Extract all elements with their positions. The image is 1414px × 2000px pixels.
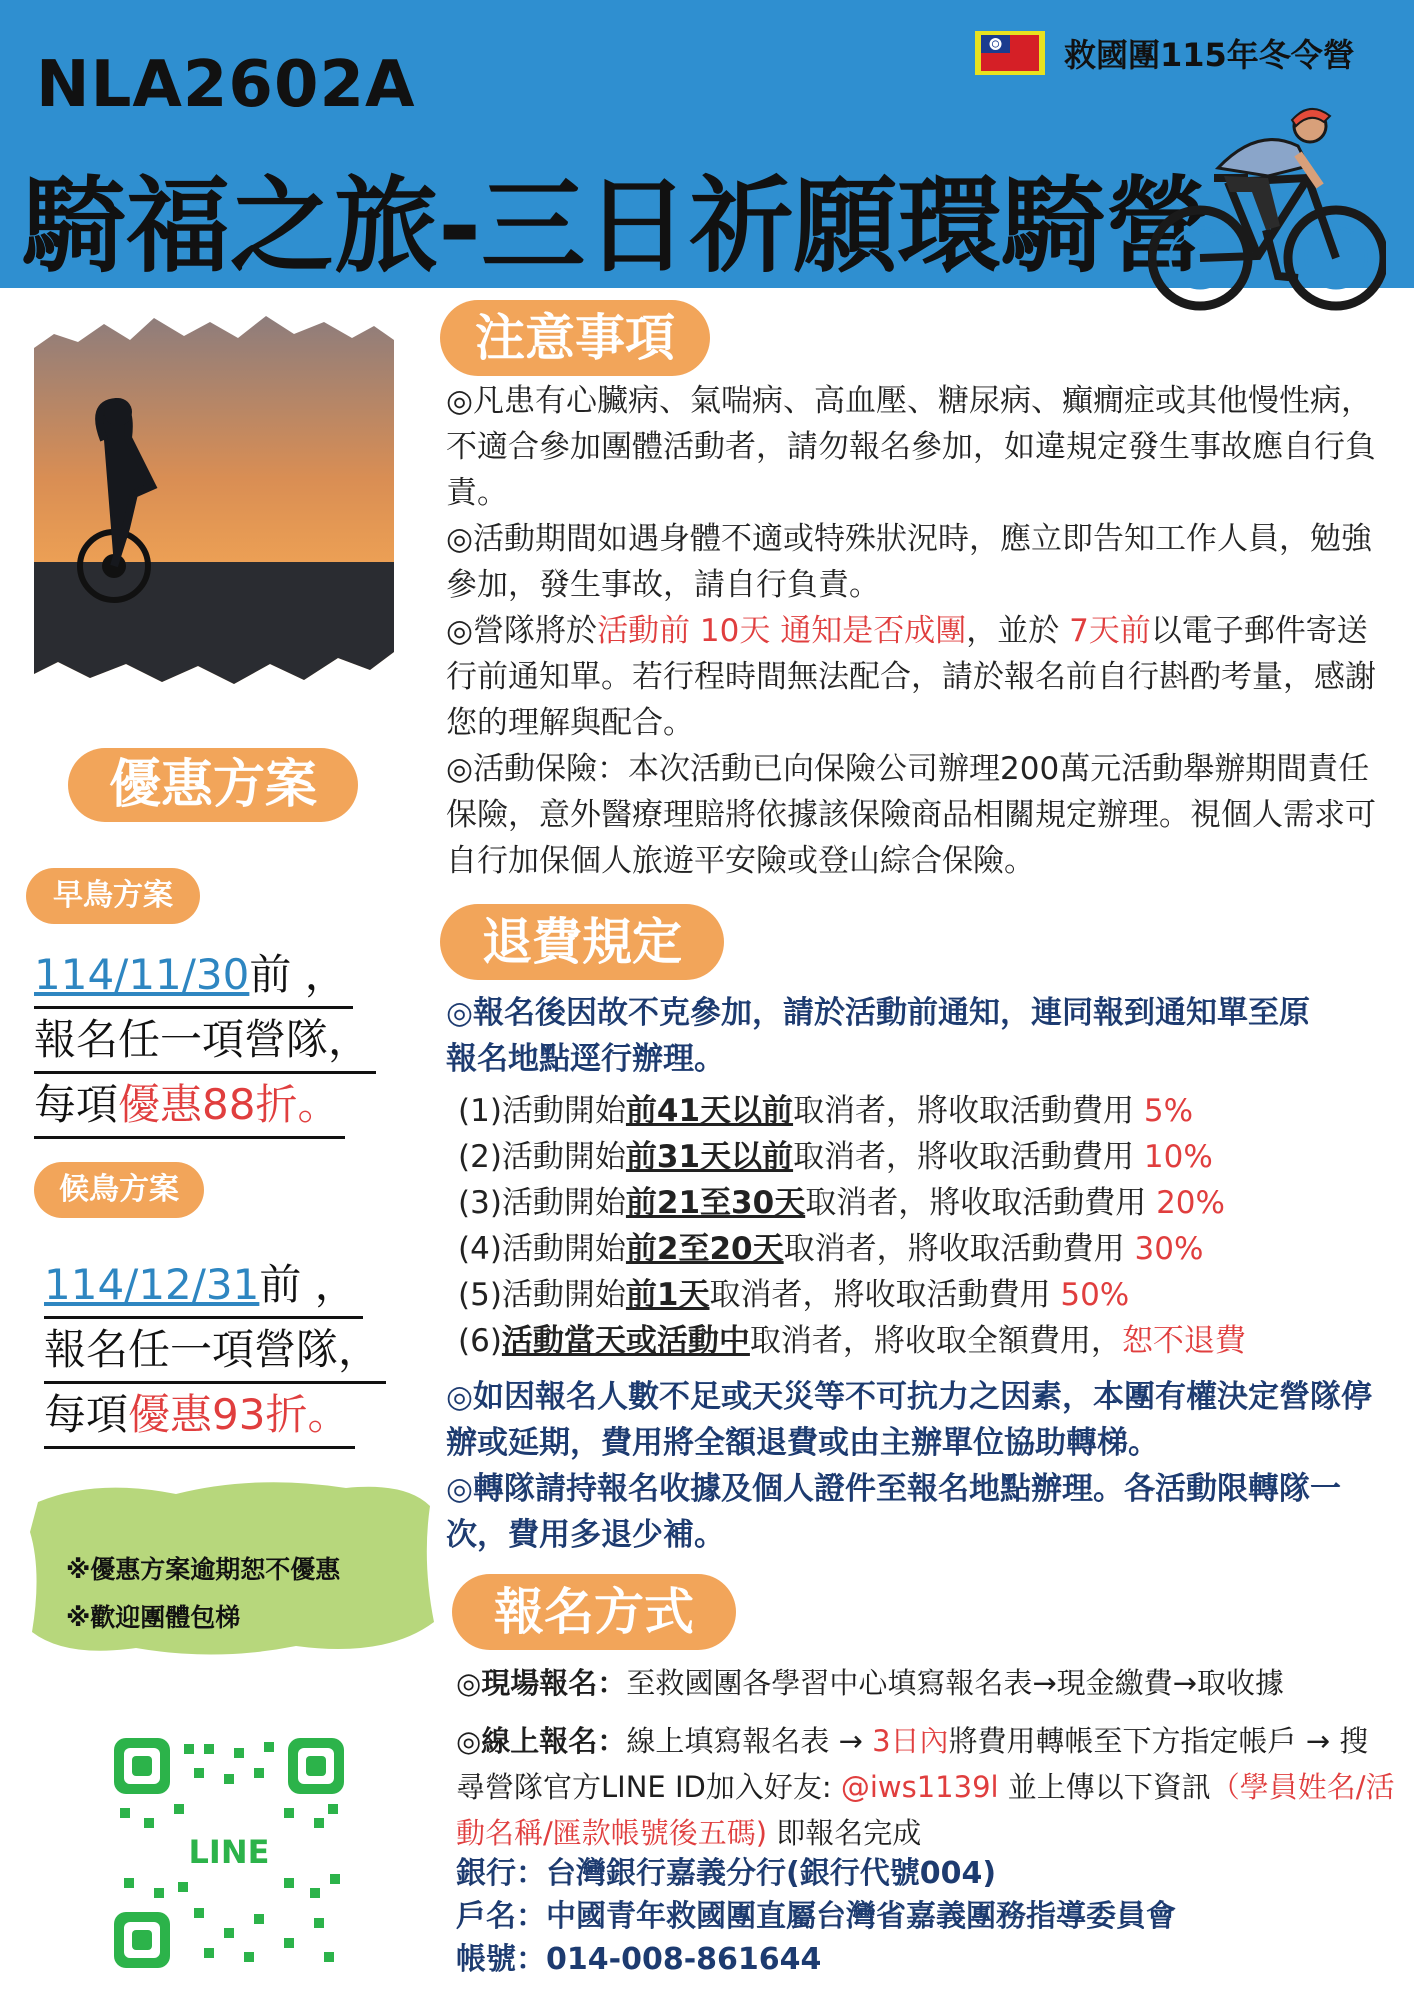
roc-flag-icon xyxy=(975,31,1045,75)
refund-intro: ◎報名後因故不克參加，請於活動前通知，連同報到通知單至原報名地點逕行辦理。 xyxy=(446,995,1311,1077)
late-bird-discount: 優惠93折。 xyxy=(128,1390,350,1439)
organizer-name: 救國團115年冬令營 xyxy=(1064,36,1355,74)
promo-heading: 優惠方案 xyxy=(68,748,358,822)
promo-note-expiry: ※優惠方案逾期恕不優惠 xyxy=(66,1555,341,1584)
refund-item: (4)活動開始前2至20天取消者，將收取活動費用 30% xyxy=(458,1231,1204,1267)
account-number: 帳號：014-008-861644 xyxy=(456,1942,822,1977)
late-bird-date: 114/12/31 xyxy=(44,1260,260,1309)
early-bird-date: 114/11/30 xyxy=(34,950,250,999)
online-signup: ◎線上報名：線上填寫報名表 → 3日內將費用轉帳至下方指定帳戶 → 搜尋營隊官方LINE ID加入好友: @iws1139l 並上傳以下資訊（學員姓名/活動名稱/匯款帳號後五碼) 即報名完成 xyxy=(456,1724,1395,1850)
bank-details xyxy=(456,1852,1396,1981)
early-bird-offer: 114/11/30前 ， 報名任一項營隊， 每項優惠88折。 xyxy=(34,944,376,1139)
refund-item: (1)活動開始前41天以前取消者，將收取活動費用 5% xyxy=(458,1093,1194,1129)
refund-item: (5)活動開始前1天取消者，將收取活動費用 50% xyxy=(458,1277,1130,1313)
line-qr-code[interactable] xyxy=(114,1738,344,1968)
onsite-signup: ◎現場報名：至救國團各學習中心填寫報名表→現金繳費→取收據 xyxy=(456,1666,1284,1700)
refund-item: (6)活動當天或活動中取消者，將收取全額費用，恕不退費 xyxy=(458,1323,1246,1359)
refund-conditions: ◎如因報名人數不足或天災等不可抗力之因素，本團有權決定營隊停辦或延期，費用將全額退費或由主辦單位協助轉梯。 ◎轉隊請持報名收據及個人證件至報名地點辦理。各活動限轉隊一次，費用多退少補。 xyxy=(446,1379,1373,1553)
line-qr-label: LINE xyxy=(180,1832,278,1872)
refund-schedule xyxy=(458,1088,1246,1364)
early-bird-label: 早鳥方案 xyxy=(26,868,200,924)
cyclist-sunset-photo xyxy=(34,308,394,688)
early-bird-discount: 優惠88折。 xyxy=(118,1080,340,1129)
late-bird-offer: 114/12/31前 ， 報名任一項營隊， 每項優惠93折。 xyxy=(44,1254,386,1449)
promo-note-group: ※歡迎團體包梯 xyxy=(66,1603,241,1632)
cyclist-illustration xyxy=(1148,96,1386,314)
refund-heading: 退費規定 xyxy=(440,904,724,980)
notice-text: ◎凡患有心臟病、氣喘病、高血壓、糖尿病、癲癇症或其他慢性病，不適合參加團體活動者，請勿報名參加，如違規定發生事故應自行負責。 ◎活動期間如遇身體不適或特殊狀況時，應立即告知工作人員，勉強參加，發生事故，請自行負責。 ◎營隊將於活動前 10天 通知是否成團，並於 7天前以電子郵件寄送行前通知單。若行程時間無法配合，請於報名前自行斟酌考量，感謝您的理解與配合。 ◎活動保險：本次活動已向保險公司辦理200萬元活動舉辦期間責任保險，意外醫療理賠將依據該保險商品相關規定辦理。視個人需求可自行加保個人旅遊平安險或登山綜合保險。 xyxy=(446,383,1376,879)
refund-item: (3)活動開始前21至30天取消者，將收取活動費用 20% xyxy=(458,1185,1225,1221)
line-id-link[interactable]: @iws1139l xyxy=(840,1770,999,1804)
page-title: 騎福之旅-三日祈願環騎營 xyxy=(22,165,1210,287)
late-bird-label: 候鳥方案 xyxy=(34,1162,204,1218)
signup-heading: 報名方式 xyxy=(452,1574,736,1650)
bank-name: 銀行：台灣銀行嘉義分行(銀行代號004) xyxy=(456,1856,997,1891)
camp-code: NLA2602A xyxy=(36,48,416,122)
refund-item: (2)活動開始前31天以前取消者，將收取活動費用 10% xyxy=(458,1139,1213,1175)
notice-heading: 注意事項 xyxy=(440,300,710,376)
account-name: 戶名：中國青年救國團直屬台灣省嘉義團務指導委員會 xyxy=(456,1899,1176,1934)
